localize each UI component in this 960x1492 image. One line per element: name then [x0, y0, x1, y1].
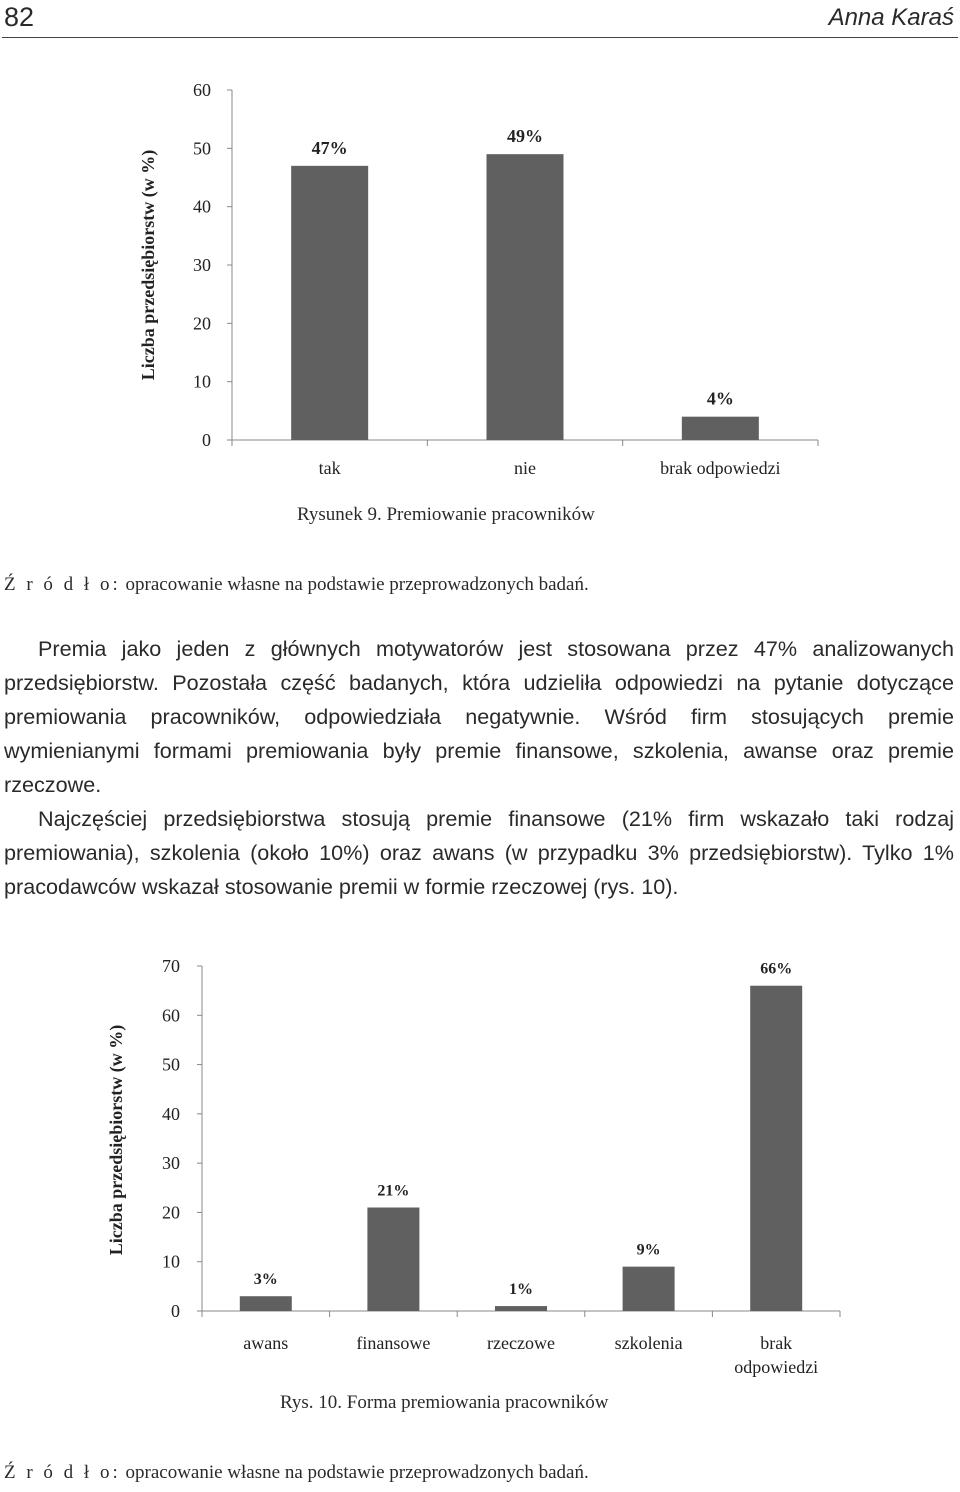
y-axis-label: Liczba przedsiębiorstw (w %) — [138, 149, 158, 381]
header-rule — [2, 37, 958, 38]
source-label: Ź r ó d ł o: — [4, 574, 121, 595]
data-label: 1% — [509, 1281, 533, 1299]
y-tick-label: 40 — [162, 1103, 180, 1124]
y-tick-label: 0 — [171, 1301, 180, 1321]
y-tick-label: 60 — [162, 1005, 180, 1026]
figure-caption-rys9 — [297, 504, 595, 526]
x-category-label: tak — [318, 458, 341, 478]
x-category-label: brak odpowiedzi — [660, 458, 781, 478]
y-tick-label: 70 — [162, 956, 180, 976]
y-tick-label: 60 — [193, 80, 211, 100]
x-category-label: szkolenia — [614, 1333, 683, 1353]
source-text: opracowanie własne na podstawie przeprowadzonych badań. — [120, 574, 589, 595]
running-author: Anna Karaś — [828, 4, 954, 31]
data-label: 47% — [311, 137, 348, 158]
paragraph: Premia jako jeden z głównych motywatorów jest stosowana przez 47% analizowanych przedsiębiorstw. Pozostała część badanych, która udzieliła odpowiedzi na pytanie dotyczące premiowania pracowników, odpowiedziała negatywnie. Wśród firm stosujących premie wymienianymi formami premiowania były premie finansowe, szkolenia, awanse oraz premie rzeczowe. — [4, 636, 954, 797]
figure-caption-text: Rys. 10. Forma premiowania pracowników — [280, 1392, 609, 1413]
page-number: 82 — [4, 2, 35, 32]
data-label: 9% — [636, 1241, 661, 1259]
data-label: 49% — [507, 126, 543, 147]
page-header — [0, 0, 960, 38]
y-tick-label: 10 — [193, 371, 211, 392]
bar — [495, 1306, 547, 1311]
figure-caption-text: Rysunek 9. Premiowanie pracowników — [297, 504, 595, 525]
data-label: 21% — [377, 1182, 410, 1200]
y-tick-label: 40 — [193, 196, 211, 217]
chart-forma-premiowania — [0, 950, 960, 1400]
data-label: 3% — [253, 1271, 278, 1289]
paragraph: Najczęściej przedsiębiorstwa stosują premie finansowe (21% firm wskazało taki rodzaj premiowania), szkolenia (około 10%) oraz awans (w przypadku 3% przedsiębiorstw). Tylko 1% pracodawców wskazał stosowanie premii w formie rzeczowej (rys. 10). — [4, 806, 954, 899]
source-text: opracowanie własne na podstawie przeprowadzonych badań. — [120, 1462, 589, 1483]
source-label: Ź r ó d ł o: — [4, 1462, 121, 1483]
y-tick-label: 30 — [193, 255, 211, 275]
y-tick-label: 0 — [202, 430, 211, 450]
x-category-label: odpowiedzi — [734, 1357, 819, 1377]
x-category-label: brak — [760, 1333, 793, 1353]
y-tick-label: 50 — [162, 1054, 180, 1075]
data-label: 4% — [706, 388, 734, 409]
body-text — [4, 632, 954, 904]
bar — [623, 1267, 675, 1311]
x-category-label: rzeczowe — [487, 1333, 555, 1353]
chart-premiowanie — [0, 60, 960, 560]
y-tick-label: 30 — [162, 1153, 180, 1174]
x-category-label: nie — [514, 458, 536, 478]
data-label: 66% — [760, 960, 793, 978]
bar — [240, 1296, 292, 1311]
y-tick-label: 20 — [162, 1202, 180, 1223]
y-tick-label: 10 — [162, 1251, 180, 1272]
bar — [487, 154, 564, 440]
bar — [682, 417, 759, 440]
x-category-label: awans — [243, 1333, 289, 1353]
bar — [367, 1208, 419, 1312]
figure-source-rys10 — [4, 1462, 589, 1484]
x-category-label: finansowe — [356, 1333, 431, 1353]
figure-source-rys9 — [4, 574, 589, 596]
y-axis-label: Liczba przedsiębiorstw (w %) — [106, 1024, 126, 1256]
figure-caption-rys10 — [280, 1392, 609, 1414]
bar — [291, 166, 368, 440]
y-tick-label: 20 — [193, 313, 211, 334]
bar — [750, 986, 802, 1311]
y-tick-label: 50 — [193, 138, 211, 159]
